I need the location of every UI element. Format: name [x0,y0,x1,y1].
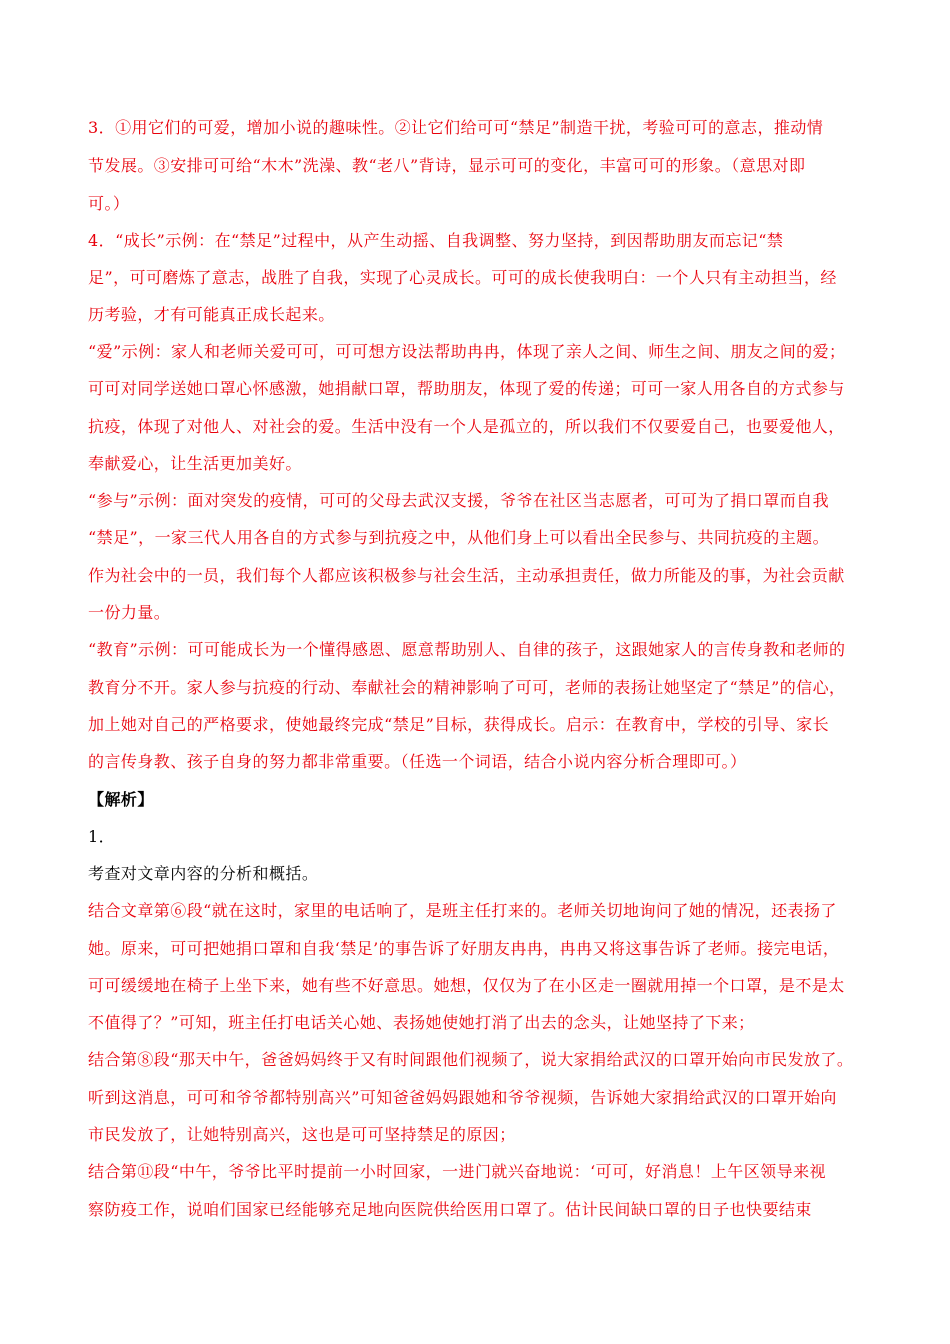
answer-q4-love-line-3: 抗疫，体现了对他人、对社会的爱。生活中没有一个人是孤立的，所以我们不仅要爱自己，也要爱他人， [88,417,845,436]
analysis-para11-line-2: 察防疫工作，说咱们国家已经能够充足地向医院供给医用口罩了。估计民间缺口罩的日子也快要结束 [88,1200,812,1219]
answer-q4-participate-line-3: 作为社会中的一员，我们每个人都应该积极参与社会生活，主动承担责任，做力所能及的事，为社会贡献 [88,566,845,585]
analysis-intro: 考查对文章内容的分析和概括。 [88,864,319,883]
analysis-para6-line-1: 结合文章第⑥段“就在这时，家里的电话响了，是班主任打来的。老师关切地询问了她的情况，还表扬了 [88,901,837,920]
analysis-para8-line-1: 结合第⑧段“那天中午，爸爸妈妈终于又有时间跟他们视频了，说大家捐给武汉的口罩开始向市民发放了。 [88,1050,854,1069]
answer-q4-growth-line-1: 4．“成长”示例：在“禁足”过程中，从产生动摇、自我调整、努力坚持，到因帮助朋友而忘记“禁 [88,231,784,250]
answer-q4-education-line-2: 教育分不开。家人参与抗疫的行动、奉献社会的精神影响了可可，老师的表扬让她坚定了“禁足”的信心， [88,678,846,697]
answer-q4-education-line-4: 的言传身教、孩子自身的努力都非常重要。（任选一个词语，结合小说内容分析合理即可。） [88,752,747,771]
analysis-para6-line-3: 可可缓缓地在椅子上坐下来，她有些不好意思。她想，仅仅为了在小区走一圈就用掉一个口罩，是不是太 [88,976,845,995]
answer-q4-love-line-2: 可可对同学送她口罩心怀感激，她捐献口罩，帮助朋友，体现了爱的传递；可可一家人用各自的方式参与 [88,379,845,398]
answer-q4-love-line-4: 奉献爱心，让生活更加美好。 [88,454,302,473]
answer-q4-participate-line-1: “参与”示例：面对突发的疫情，可可的父母去武汉支援，爷爷在社区当志愿者，可可为了捐口罩而自我 [88,491,830,510]
answer-q4-growth-line-3: 历考验，才有可能真正成长起来。 [88,305,335,324]
answer-q4-education-line-3: 加上她对自己的严格要求，使她最终完成“禁足”目标，获得成长。启示：在教育中，学校的引导、家长 [88,715,830,734]
analysis-para11-line-1: 结合第⑪段“中午，爷爷比平时提前一小时回家，一进门就兴奋地说：‘可可，好消息！上午区领导来视 [88,1162,826,1181]
analysis-para6-line-2: 她。原来，可可把她捐口罩和自我‘禁足’的事告诉了好朋友冉冉，冉冉又将这事告诉了老师。接完电话， [88,939,840,958]
answer-q3-line-1: 3．①用它们的可爱，增加小说的趣味性。②让它们给可可“禁足”制造干扰，考验可可的意志，推动情 [88,118,824,137]
answer-q3-line-2: 节发展。③安排可可给“木木”洗澡、教“老八”背诗，显示可可的变化，丰富可可的形象。（意思对即 [88,156,806,175]
answer-q4-participate-line-2: “禁足”，一家三代人用各自的方式参与到抗疫之中，从他们身上可以看出全民参与、共同抗疫的主题。 [88,528,830,547]
answer-q4-participate-line-4: 一份力量。 [88,603,171,622]
answer-q3-line-3: 可。） [88,194,130,213]
answer-q4-growth-line-2: 足”，可可磨炼了意志，战胜了自我，实现了心灵成长。可可的成长使我明白：一个人只有主动担当，经 [88,268,837,287]
analysis-heading: 【解析】 [88,790,154,809]
answer-q4-education-line-1: “教育”示例：可可能成长为一个懂得感恩、愿意帮助别人、自律的孩子，这跟她家人的言传身教和老师的 [88,640,846,659]
analysis-para8-line-2: 听到这消息，可可和爷爷都特别高兴”可知爸爸妈妈跟她和爷爷视频，告诉她大家捐给武汉的口罩开始向 [88,1088,837,1107]
analysis-item-number: 1． [88,827,116,846]
answer-q4-love-line-1: “爱”示例：家人和老师关爱可可，可可想方设法帮助冉冉，体现了亲人之间、师生之间、朋友之间的爱； [88,342,846,361]
analysis-para8-line-3: 市民发放了，让她特别高兴，这也是可可坚持禁足的原因； [88,1125,516,1144]
analysis-para6-line-4: 不值得了？”可知，班主任打电话关心她、表扬她使她打消了出去的念头，让她坚持了下来； [88,1013,755,1032]
